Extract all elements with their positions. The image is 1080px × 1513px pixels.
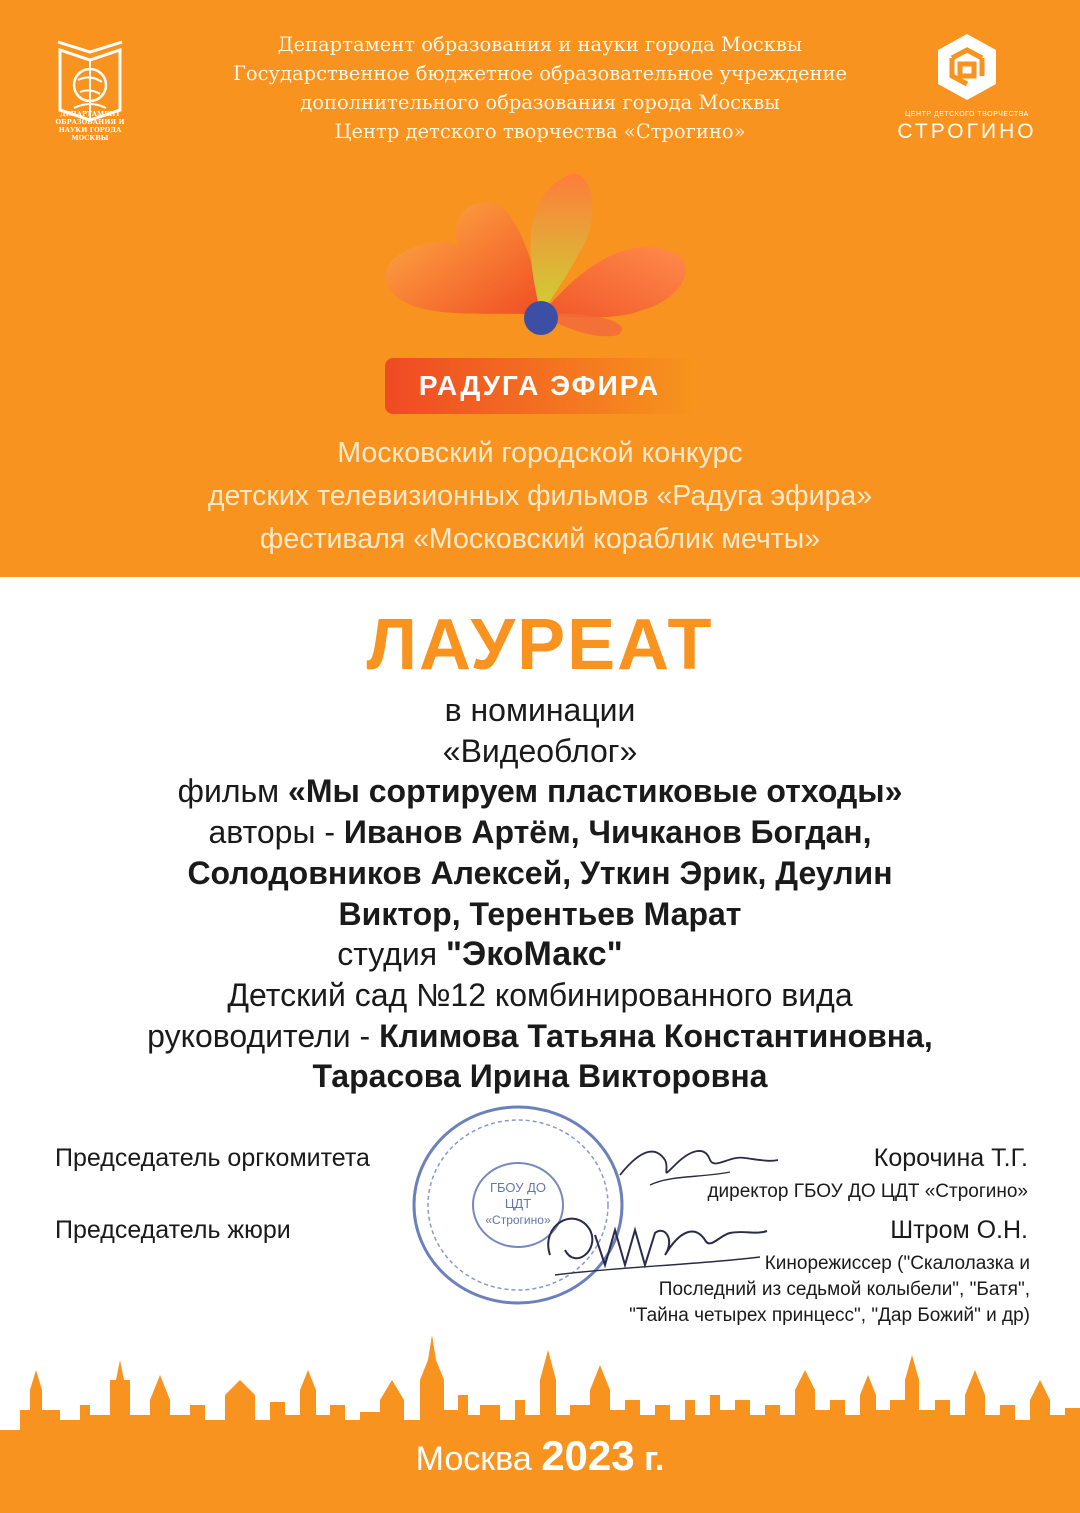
jury-signature-icon: [535, 1195, 775, 1285]
orgcommittee-chair-label: Председатель оргкомитета: [55, 1144, 370, 1172]
authors-names-2: Солодовников Алексей, Уткин Эрик, Деулин: [187, 854, 893, 891]
rainbow-petals-emblem-icon: [378, 160, 708, 340]
jury-chair-title-2: Последний из седьмой колыбели", "Батя",: [658, 1279, 1030, 1300]
award-title: ЛАУРЕАТ: [366, 605, 714, 685]
stamp-line-1: ГБОУ ДО: [489, 1180, 547, 1195]
stamp-line-2: ЦДТ: [504, 1196, 532, 1211]
studio-line: [0, 934, 1040, 975]
org-line: Центр детского творчества «Строгино»: [334, 120, 746, 143]
strogino-logo-caption: ЦЕНТР ДЕТСКОГО ТВОРЧЕСТВА: [905, 111, 1029, 118]
film-line: [40, 771, 1040, 812]
institution-line: Детский сад №12 комбинированного вида: [227, 976, 853, 1013]
authors-label: авторы -: [208, 814, 344, 851]
organization-lines: [160, 30, 920, 146]
org-line: дополнительного образования города Москвы: [300, 91, 780, 114]
studio-label: студия: [337, 936, 446, 973]
org-line: Департамент образования и науки города Москвы: [277, 33, 803, 56]
contest-line: Московский городской конкурс: [337, 437, 743, 469]
nomination-name: «Видеоблог»: [442, 732, 638, 769]
award-details: [40, 690, 1040, 1097]
moscow-skyline-icon: [0, 1320, 1080, 1513]
contest-line: детских телевизионных фильмов «Радуга эфира»: [207, 480, 873, 512]
film-title: «Мы сортируем пластиковые отходы»: [288, 773, 903, 810]
jury-chair-label: Председатель жюри: [55, 1216, 291, 1244]
studio-name: "ЭкоМакс": [445, 935, 623, 974]
leaders-names-1: Климова Татьяна Константиновна,: [379, 1017, 933, 1054]
org-line: Государственное бюджетное образовательное учреждение: [232, 62, 848, 85]
raduga-efira-badge: РАДУГА ЭФИРА: [385, 358, 694, 414]
stamp-line-3: «Строгино»: [485, 1213, 551, 1227]
contest-line: фестиваля «Московский кораблик мечты»: [259, 523, 821, 555]
film-label: фильм: [177, 773, 289, 810]
jury-chair-title-3: "Тайна четырех принцесс", "Дар Божий" и др): [629, 1305, 1030, 1326]
authors-names-1: Иванов Артём, Чичканов Богдан,: [343, 814, 872, 851]
nomination-intro: в номинации: [444, 692, 636, 728]
contest-description: [60, 432, 1020, 561]
jury-chair-name: Штром О.Н.: [890, 1216, 1028, 1244]
footer-city: Москва: [415, 1440, 532, 1478]
authors-line: [40, 812, 1040, 853]
strogino-logo-title: СТРОГИНО: [897, 120, 1037, 143]
orgcommittee-chair-name: Корочина Т.Г.: [873, 1144, 1028, 1172]
footer-suffix: г.: [644, 1440, 665, 1478]
jury-chair-title-1: Кинорежиссер ("Скалолазка и: [764, 1253, 1030, 1274]
footer-year: 2023: [541, 1432, 635, 1479]
orgcommittee-chair-title: директор ГБОУ ДО ЦДТ «Строгино»: [707, 1181, 1028, 1202]
leaders-names-2: Тарасова Ирина Викторовна: [312, 1058, 768, 1095]
footer-city-year: [0, 1432, 1080, 1480]
strogino-cube-logo-icon: [930, 30, 1004, 104]
authors-names-3: Виктор, Терентьев Марат: [338, 895, 742, 932]
leaders-label: руководители -: [147, 1017, 380, 1054]
leaders-line: [40, 1016, 1040, 1057]
department-logo-caption: ДЕПАРТАМЕНТ ОБРАЗОВАНИЯ И НАУКИ ГОРОДА МОСКВЫ: [55, 110, 125, 142]
